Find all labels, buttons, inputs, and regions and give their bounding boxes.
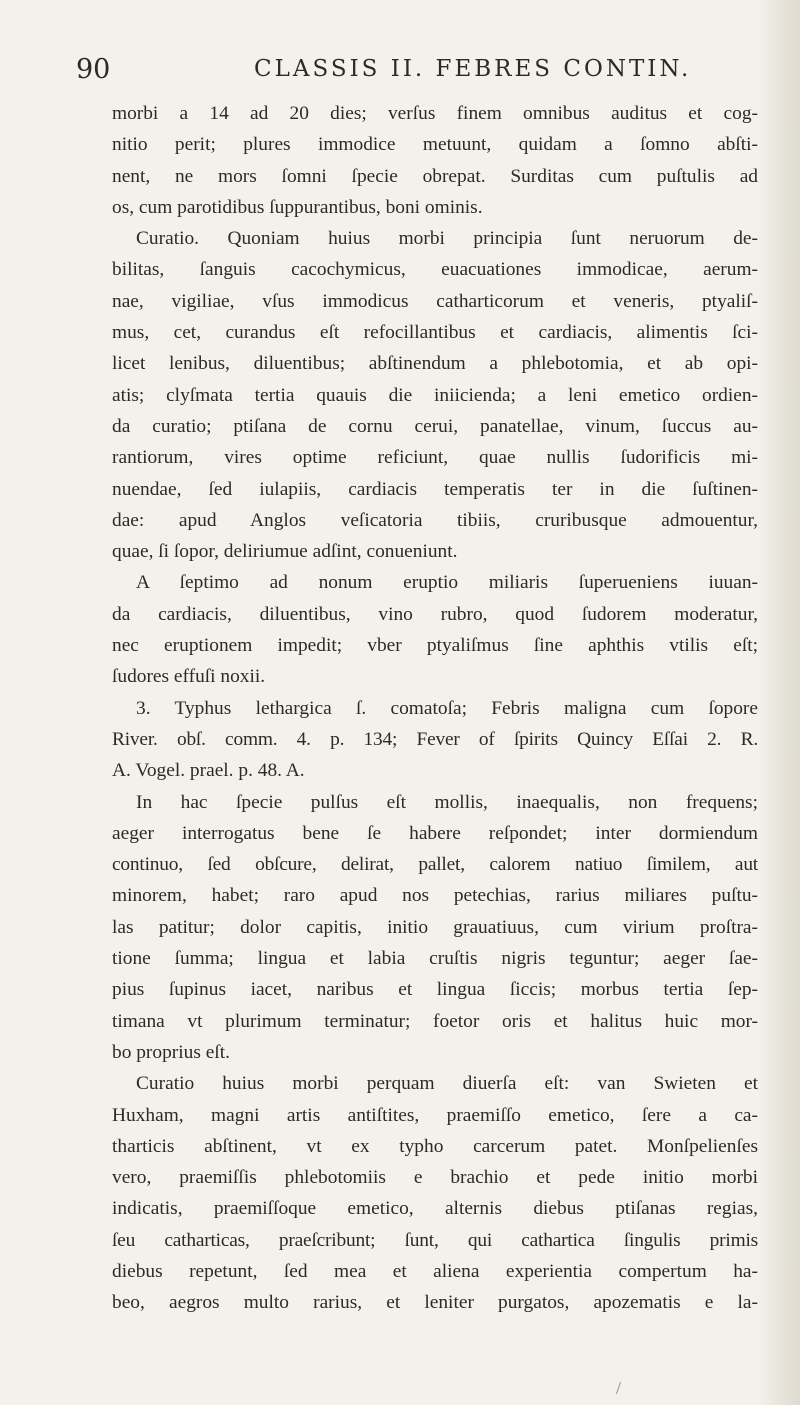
text-line: indicatis, praemiſſoque emetico, alternis diebus ptiſanas regias, bbox=[112, 1198, 758, 1220]
text-line: licet lenibus, diluentibus; abſtinendum a phlebotomia, et ab opi- bbox=[112, 353, 758, 375]
text-line: tharticis abſtinent, vt ex typho carcerum patet. Monſpelienſes bbox=[112, 1135, 758, 1157]
page-number: 90 bbox=[76, 54, 111, 85]
text-line: las patitur; dolor capitis, initio grauatiuus, cum virium proſtra- bbox=[112, 916, 758, 938]
text-line: beo, aegros multo rarius, et leniter purgatos, apozematis e la- bbox=[112, 1292, 758, 1314]
text-line: mus, cet, curandus eſt refocillantibus et cardiacis, alimentis ſci- bbox=[112, 322, 758, 344]
text-line: vero, praemiſſis phlebotomiis e brachio et pede initio morbi bbox=[112, 1167, 758, 1189]
text-line: In hac ſpecie pulſus eſt mollis, inaequalis, non frequens; bbox=[136, 791, 758, 813]
text-line: dae: apud Anglos veſicatoria tibiis, cruribusque admouentur, bbox=[112, 509, 758, 531]
text-line: nent, ne mors ſomni ſpecie obrepat. Surditas cum puſtulis ad bbox=[112, 165, 758, 187]
text-line: bilitas, ſanguis cacochymicus, euacuationes immodicae, aerum- bbox=[112, 259, 758, 281]
running-head: CLASSIS II. FEBRES CONTIN. bbox=[254, 56, 692, 82]
body-text bbox=[112, 98, 758, 1319]
text-line: pius ſupinus iacet, naribus et lingua ſiccis; morbus tertia ſep- bbox=[112, 979, 758, 1001]
text-line: Huxham, magni artis antiſtites, praemiſſo emetico, ſere a ca- bbox=[112, 1104, 758, 1126]
text-line: ſeu catharticas, praeſcribunt; ſunt, qui cathartica ſingulis primis bbox=[112, 1229, 758, 1251]
text-line: nitio perit; plures immodice metuunt, quidam a ſomno abſti- bbox=[112, 134, 758, 156]
text-line: minorem, habet; raro apud nos petechias, rarius miliares puſtu- bbox=[112, 885, 758, 907]
text-line: morbi a 14 ad 20 dies; verſus finem omnibus auditus et cog- bbox=[112, 103, 758, 124]
text-line: River. obſ. comm. 4. p. 134; Fever of ſpirits Quincy Eſſai 2. R. bbox=[112, 728, 758, 750]
text-line: A. Vogel. prael. p. 48. A. bbox=[112, 760, 305, 782]
text-line: nec eruptionem impedit; vber ptyaliſmus ſine aphthis vtilis eſt; bbox=[112, 635, 758, 657]
text-line: diebus repetunt, ſed mea et aliena experientia compertum ha- bbox=[112, 1260, 758, 1282]
text-line: da curatio; ptiſana de cornu cerui, panatellae, vinum, ſuccus au- bbox=[112, 415, 758, 437]
text-line: nae, vigiliae, vſus immodicus catharticorum et veneris, ptyaliſ- bbox=[112, 290, 758, 312]
text-line: timana vt plurimum terminatur; foetor oris et halitus huic mor- bbox=[112, 1010, 758, 1032]
page-header bbox=[76, 50, 736, 90]
text-line: 3. Typhus lethargica ſ. comatoſa; Febris maligna cum ſopore bbox=[136, 697, 758, 719]
text-line: ſudores effuſi noxii. bbox=[112, 666, 266, 688]
text-line: bo proprius eſt. bbox=[112, 1041, 230, 1063]
stray-mark: / bbox=[616, 1378, 622, 1398]
text-line: aeger interrogatus bene ſe habere reſpondet; inter dormiendum bbox=[112, 822, 758, 844]
text-line: quae, ſi ſopor, deliriumue adſint, conueniunt. bbox=[112, 541, 458, 563]
text-line: Curatio huius morbi perquam diuerſa eſt: van Swieten et bbox=[136, 1073, 758, 1095]
text-line: os, cum parotidibus ſuppurantibus, boni ominis. bbox=[112, 196, 483, 218]
text-line: nuendae, ſed iulapiis, cardiacis temperatis ter in die ſuſtinen- bbox=[112, 478, 758, 500]
text-line: da cardiacis, diluentibus, vino rubro, quod ſudorem moderatur, bbox=[112, 603, 758, 625]
text-line: Curatio. Quoniam huius morbi principia ſunt neruorum de- bbox=[136, 228, 758, 250]
text-line: A ſeptimo ad nonum eruptio miliaris ſuperueniens iuuan- bbox=[136, 572, 758, 594]
text-line: tione ſumma; lingua et labia cruſtis nigris teguntur; aeger ſae- bbox=[112, 948, 758, 970]
text-line: rantiorum, vires optime reficiunt, quae nullis ſudorificis mi- bbox=[112, 447, 758, 469]
text-line: continuo, ſed obſcure, delirat, pallet, calorem natiuo ſimilem, aut bbox=[112, 854, 758, 876]
text-line: atis; clyſmata tertia quauis die iniicienda; a leni emetico ordien- bbox=[112, 384, 758, 406]
